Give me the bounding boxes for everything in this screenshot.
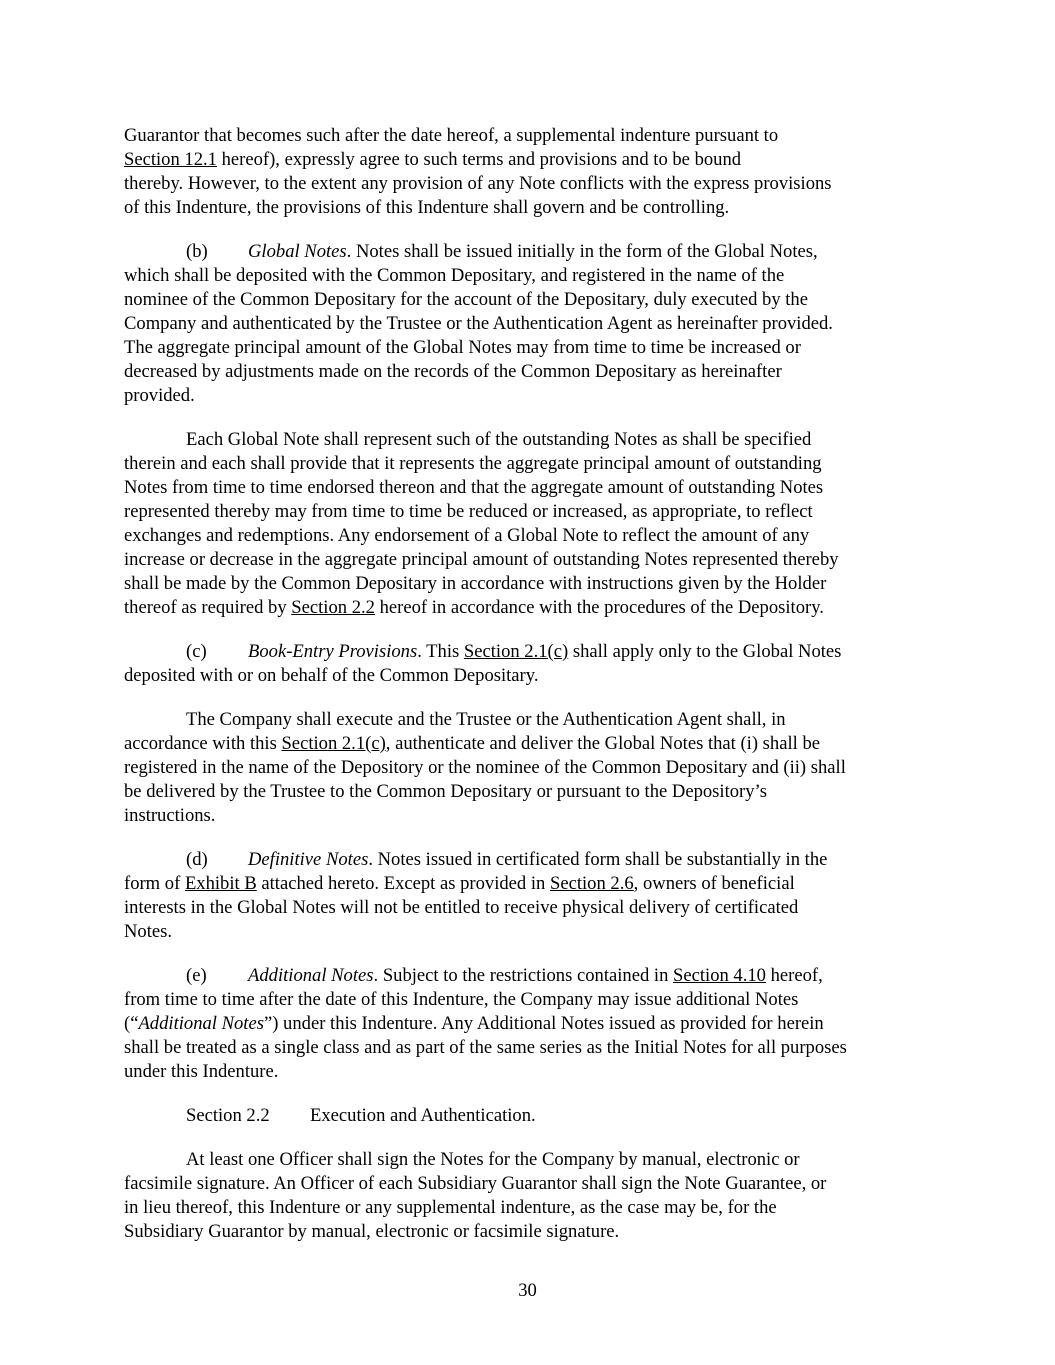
section-heading [124, 1104, 934, 1128]
text-line: Company and authenticated by the Trustee or the Authentication Agent as hereinafter provided. [124, 313, 833, 334]
text-line: (e) Additional Notes. Subject to the restrictions contained in Section 4.10 hereof, [186, 965, 823, 986]
text-line: decreased by adjustments made on the records of the Common Depositary as hereinafter [124, 361, 782, 382]
text-line: represented thereby may from time to time be reduced or increased, as appropriate, to reflect [124, 501, 813, 522]
paragraph-continuation [124, 124, 934, 220]
text-line: shall be treated as a single class and as part of the same series as the Initial Notes for all purposes [124, 1037, 847, 1058]
clause-label: (c) [186, 641, 207, 662]
text-line: which shall be deposited with the Common Depositary, and registered in the name of the [124, 265, 785, 286]
text-line: Notes. [124, 921, 173, 942]
text-line: nominee of the Common Depositary for the account of the Depositary, duly executed by the [124, 289, 808, 310]
text-line: shall be made by the Common Depositary in accordance with instructions given by the Holder [124, 573, 827, 594]
section-reference: Section 12.1 [124, 149, 217, 170]
clause-heading: Additional Notes [248, 965, 374, 986]
text-line: under this Indenture. [124, 1061, 279, 1082]
defined-term: Additional Notes [138, 1013, 264, 1034]
text-line: thereby. However, to the extent any provision of any Note conflicts with the express provisions [124, 173, 832, 194]
exhibit-reference: Exhibit B [184, 873, 257, 894]
section-reference: Section 4.10 [673, 965, 766, 986]
section-number: Section 2.2 [186, 1105, 270, 1126]
text-line: At least one Officer shall sign the Notes for the Company by manual, electronic or [186, 1149, 800, 1170]
text-line: accordance with this Section 2.1(c), authenticate and deliver the Global Notes that (i) shall be [124, 733, 821, 754]
text-line [124, 1104, 934, 1128]
clause-heading: Book-Entry Provisions [248, 641, 418, 662]
text-line: be delivered by the Trustee to the Common Depositary or pursuant to the Depository’s [124, 781, 767, 802]
text-line: exchanges and redemptions. Any endorsement of a Global Note to reflect the amount of any [124, 525, 810, 546]
section-reference: Section 2.1(c) [463, 641, 569, 662]
text-line: (c) Book-Entry Provisions. This Section 2.1(c) shall apply only to the Global Notes [186, 641, 842, 662]
paragraph-book-entry-provisions [124, 640, 934, 688]
text-line: provided. [124, 385, 195, 406]
text-line: therein and each shall provide that it represents the aggregate principal amount of outstanding [124, 453, 822, 474]
text-line: facsimile signature. An Officer of each Subsidiary Guarantor shall sign the Note Guarantee, or [124, 1173, 827, 1194]
paragraph-global-note-representation [124, 428, 934, 620]
document-page [124, 124, 934, 1244]
text-line: registered in the name of the Depository or the nominee of the Common Depositary and (ii) shall [124, 757, 846, 778]
text-line: Notes from time to time endorsed thereon and that the aggregate amount of outstanding Notes [124, 477, 824, 498]
text-line: (d) Definitive Notes. Notes issued in certificated form shall be substantially in the [186, 849, 828, 870]
clause-label: (b) [186, 241, 208, 262]
paragraph-company-execution [124, 708, 934, 828]
text-line: of this Indenture, the provisions of this Indenture shall govern and be controlling. [124, 197, 730, 218]
text-line: instructions. [124, 805, 216, 826]
text-line: from time to time after the date of this Indenture, the Company may issue additional Notes [124, 989, 799, 1010]
paragraph-global-notes [124, 240, 934, 408]
paragraph-signatures [124, 1148, 934, 1244]
page-number: 30 [518, 1280, 537, 1301]
text-line: deposited with or on behalf of the Common Depositary. [124, 665, 539, 686]
clause-label: (e) [186, 965, 207, 986]
clause-heading: Definitive Notes [248, 849, 369, 870]
text-line: The aggregate principal amount of the Global Notes may from time to time be increased or [124, 337, 801, 358]
text-line: in lieu thereof, this Indenture or any supplemental indenture, as the case may be, for the [124, 1197, 777, 1218]
section-title: Execution and Authentication. [310, 1105, 536, 1126]
text-line: form of Exhibit B attached hereto. Except as provided in Section 2.6, owners of beneficial [124, 873, 795, 894]
paragraph-definitive-notes [124, 848, 934, 944]
text-line: Each Global Note shall represent such of the outstanding Notes as shall be specified [186, 429, 812, 450]
text-line: (b) Global Notes. Notes shall be issued initially in the form of the Global Notes, [186, 241, 818, 262]
text-line: interests in the Global Notes will not be entitled to receive physical delivery of certificated [124, 897, 799, 918]
clause-label: (d) [186, 849, 208, 870]
clause-heading: Global Notes [248, 241, 347, 262]
text-line: thereof as required by Section 2.2 hereof in accordance with the procedures of the Depository. [124, 597, 824, 618]
text-line: Subsidiary Guarantor by manual, electronic or facsimile signature. [124, 1221, 620, 1242]
text-line: Guarantor that becomes such after the date hereof, a supplemental indenture pursuant to [124, 125, 779, 146]
text-line: (“Additional Notes”) under this Indenture. Any Additional Notes issued as provided for herein [124, 1013, 824, 1034]
section-reference: Section 2.6 [550, 873, 634, 894]
paragraph-additional-notes [124, 964, 934, 1084]
section-reference: Section 2.2 [291, 597, 375, 618]
text-line: increase or decrease in the aggregate principal amount of outstanding Notes represented thereby [124, 549, 839, 570]
section-reference: Section 2.1(c) [281, 733, 386, 754]
text-line: The Company shall execute and the Trustee or the Authentication Agent shall, in [186, 709, 786, 730]
text-line: Section 12.1 hereof), expressly agree to such terms and provisions and to be bound [124, 149, 742, 170]
